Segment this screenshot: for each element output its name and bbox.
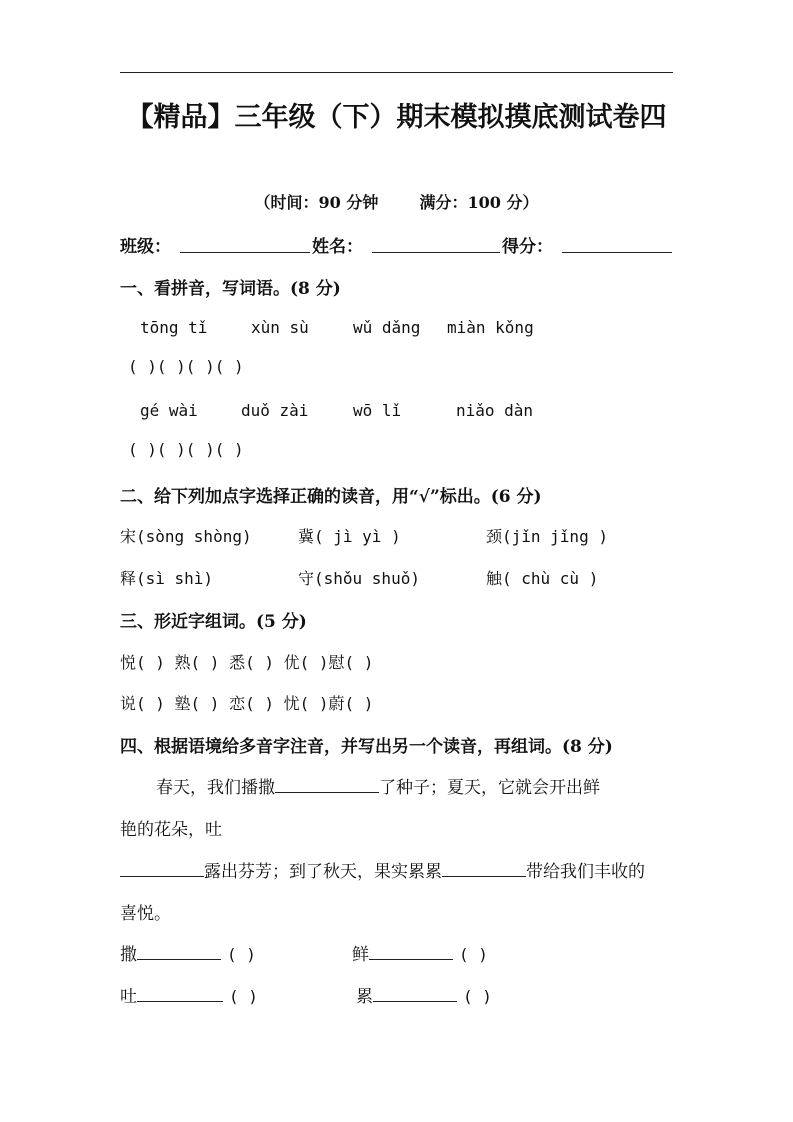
blank-sa[interactable]	[137, 945, 221, 960]
passage-text: 露出芬芳；到了秋天，果实累累	[204, 862, 442, 882]
exam-subtitle	[120, 190, 673, 213]
answer-parens-row2[interactable]: ( )( )( )( )	[128, 440, 244, 459]
paren-tu[interactable]: ( )	[229, 987, 258, 1006]
blank-xian[interactable]	[369, 945, 453, 960]
time-info: （时间：90 分钟	[254, 193, 379, 212]
passage-line4: 喜悦。	[120, 904, 171, 924]
passage-line1	[156, 773, 600, 798]
choice-shi[interactable]: 释(sì shì)	[120, 569, 214, 588]
choice-jing[interactable]: 颈(jǐn jǐng )	[486, 527, 608, 546]
blank-2[interactable]	[120, 862, 204, 877]
pinyin-3: wǔ dǎng	[353, 318, 421, 337]
pinyin-1: tōng tǐ	[140, 318, 208, 337]
passage-text: 带给我们丰收的	[526, 862, 645, 882]
answer-parens-row1[interactable]: ( )( )( )( )	[128, 357, 244, 376]
char-sa: 撒	[120, 945, 137, 965]
pinyin-8: niǎo dàn	[456, 401, 534, 420]
paren-lei[interactable]: ( )	[463, 987, 492, 1006]
section3-heading: 三、形近字组词。(5 分)	[120, 612, 307, 632]
score-info: 满分：100 分）	[419, 193, 539, 212]
answer-row2b	[356, 982, 492, 1007]
char-xian: 鲜	[352, 945, 369, 965]
blank-3[interactable]	[442, 862, 526, 877]
top-rule	[120, 72, 673, 73]
blank-lei[interactable]	[373, 987, 457, 1002]
pinyin-6: duǒ zài	[241, 401, 309, 420]
choice-chu[interactable]: 触( chù cù )	[486, 569, 599, 588]
choice-ji[interactable]: 冀( jì yì )	[298, 527, 401, 546]
class-field[interactable]	[180, 252, 310, 253]
section1-heading: 一、看拼音，写词语。(8 分)	[120, 279, 341, 299]
choice-song[interactable]: 宋(sòng shòng)	[120, 527, 252, 546]
pinyin-7: wō lǐ	[353, 401, 402, 420]
passage-line2: 艳的花朵，吐	[120, 820, 222, 840]
page-title: 【精品】三年级（下）期末模拟摸底测试卷四	[126, 102, 667, 133]
blank-1[interactable]	[275, 778, 379, 793]
passage-line3	[120, 857, 645, 882]
section2-heading: 二、给下列加点字选择正确的读音，用“√”标出。(6 分)	[120, 487, 542, 507]
similar-chars-row1[interactable]: 悦( ) 熟( ) 悉( ) 优( )慰( )	[120, 653, 374, 672]
name-label: 姓名：	[312, 237, 363, 257]
paren-sa[interactable]: ( )	[227, 945, 256, 964]
class-label: 班级：	[120, 237, 171, 257]
choice-shou[interactable]: 守(shǒu shuǒ)	[298, 569, 420, 588]
pinyin-2: xùn sù	[251, 318, 309, 337]
answer-row1b	[352, 940, 488, 965]
name-field[interactable]	[372, 252, 500, 253]
score-field[interactable]	[562, 252, 672, 253]
similar-chars-row2[interactable]: 说( ) 塾( ) 恋( ) 忧( )蔚( )	[120, 694, 374, 713]
pinyin-4: miàn kǒng	[447, 318, 534, 337]
char-tu: 吐	[120, 987, 137, 1007]
section4-heading: 四、根据语境给多音字注音，并写出另一个读音，再组词。(8 分)	[120, 737, 613, 757]
paren-xian[interactable]: ( )	[459, 945, 488, 964]
char-lei: 累	[356, 987, 373, 1007]
passage-text: 了种子；夏天，它就会开出鲜	[379, 778, 600, 798]
passage-text: 春天，我们播撒	[156, 778, 275, 798]
score-label: 得分：	[502, 237, 553, 257]
pinyin-5: gé wài	[140, 401, 198, 420]
answer-row1	[120, 940, 256, 965]
answer-row2	[120, 982, 258, 1007]
blank-tu[interactable]	[137, 987, 223, 1002]
